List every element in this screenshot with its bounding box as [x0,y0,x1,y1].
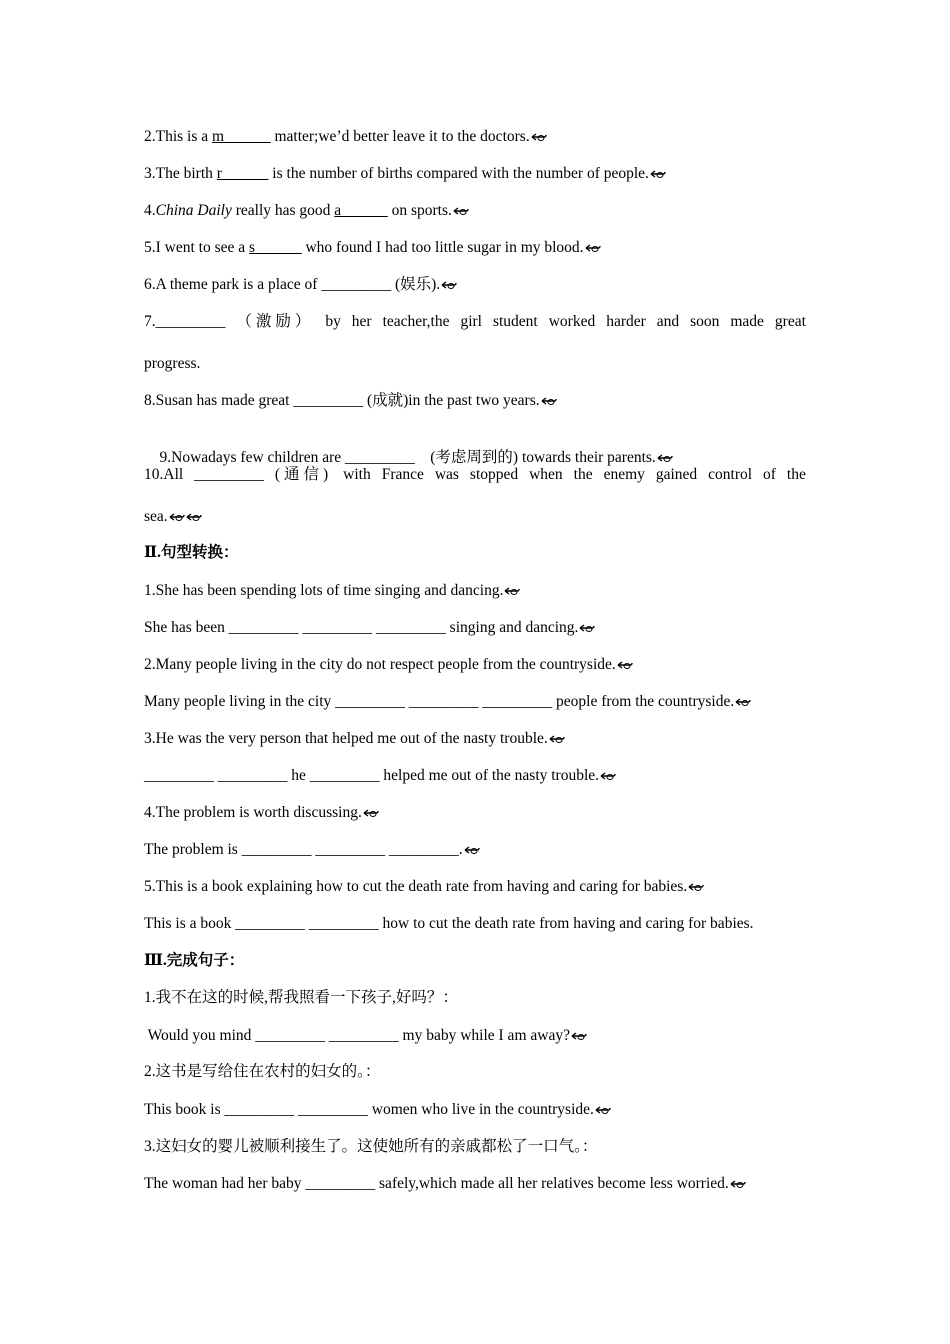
q7-word: student [492,313,538,330]
sentence-text: 2.这书是写给住在农村的妇女的。： [144,1063,381,1080]
q10-word: France [381,466,424,483]
paragraph-return-icon [186,512,202,522]
paragraph-return-icon [363,808,379,818]
part2-item4-original [144,803,806,823]
part3-item1-chinese [144,988,806,1008]
part3-item2-chinese [144,1062,806,1082]
paragraph-return-icon [549,734,565,744]
q7-word: by [325,313,341,330]
paragraph-return-icon [453,206,469,216]
q2-text-end: matter;we’d better leave it to the doctors. [270,128,530,145]
part1-q5 [144,238,806,258]
q7-word: soon [690,313,720,330]
sentence-text: 4.The problem is worth discussing. [144,804,362,821]
q7-word: girl [460,313,482,330]
part1-q4 [144,201,806,221]
sentence-text: 2.Many people living in the city do not respect people from the countryside. [144,656,616,673]
sentence-text: The woman had her baby _________ safely,which made all her relatives become less worried. [144,1175,729,1192]
q10-word: 10.All [144,466,184,483]
q3-text: 3.The birth [144,165,217,182]
q10-word: _________ [194,466,264,483]
part3-item2-english [144,1100,806,1120]
paragraph-return-icon [600,771,616,781]
q7-word: made [730,313,764,330]
part1-q8 [144,391,806,411]
part2-item1-original [144,581,806,601]
paragraph-return-icon [650,169,666,179]
paragraph-return-icon [464,845,480,855]
part3-item3-english [144,1174,806,1194]
q10-word: stopped [469,466,519,483]
paragraph-return-icon [169,512,185,522]
q5-blank[interactable]: s______ [249,239,302,256]
q7-word: 7._________ [144,313,226,330]
paragraph-return-icon [504,586,520,596]
q9-text: 9.Nowadays few children are _________ (考虑周到的) towards their parents. [159,449,656,466]
q7-text-end: progress. [144,355,201,372]
q4-italic-title: China Daily [155,202,232,219]
part3-item1-english [144,1026,806,1046]
q7-word: her [351,313,372,330]
q3-blank[interactable]: r______ [216,165,269,182]
q7-word: （激励） [236,313,315,330]
part2-item1-rewrite [144,618,806,638]
paragraph-return-icon [531,132,547,142]
q10-text-end: sea. [144,508,168,525]
q4-text: really has good [231,202,335,219]
q7-word: worked [548,313,596,330]
part1-q10-line1 [144,465,806,485]
sentence-text: Would you mind _________ _________ my baby while I am away? [144,1027,570,1044]
paragraph-return-icon [441,280,457,290]
q5-text-end: who found I had too little sugar in my blood. [301,239,584,256]
part3-heading: Ⅲ.完成句子： [144,952,245,969]
q10-word: gained [655,466,698,483]
paragraph-return-icon [541,396,557,406]
q4-blank[interactable]: a______ [334,202,388,219]
q7-word: harder [606,313,646,330]
q7-word: great [774,313,806,330]
paragraph-return-icon [585,243,601,253]
part2-heading: Ⅱ.句型转换： [144,544,239,561]
q10-word: control [708,466,753,483]
part1-q2 [144,127,806,147]
sentence-text: 1.我不在这的时候,帮我照看一下孩子,好吗？： [144,989,458,1006]
part3-item3-chinese [144,1137,806,1157]
q10-word: when [529,466,563,483]
paragraph-return-icon [735,697,751,707]
sentence-text: She has been _________ _________ _________ singing and dancing. [144,619,579,636]
sentence-text: This is a book _________ _________ how to cut the death rate from having and caring for babies. [144,915,754,932]
q6-text: 6.A theme park is a place of _________ (娱乐). [144,276,441,293]
q10-word: the [786,466,806,483]
q10-word: of [763,466,776,483]
part2-item3-original [144,729,806,749]
q10-word: (通信) [274,466,333,483]
sentence-text: Many people living in the city _________ _________ _________ people from the countryside. [144,693,735,710]
q7-word: teacher,the [382,313,450,330]
q2-text: 2.This is a [144,128,213,145]
q4-number: 4. [144,202,156,219]
q2-blank[interactable]: m______ [212,128,271,145]
sentence-text: 1.She has been spending lots of time singing and dancing. [144,582,504,599]
sentence-text: _________ _________ he _________ helped me out of the nasty trouble. [144,767,600,784]
paragraph-return-icon [688,882,704,892]
part2-item5-original [144,877,806,897]
q4-text-end: on sports. [387,202,452,219]
part1-q6 [144,275,806,295]
paragraph-return-icon [571,1031,587,1041]
paragraph-return-icon [730,1179,746,1189]
q10-word: was [434,466,459,483]
q5-text: 5.I went to see a [144,239,250,256]
part1-q7-line2 [144,354,806,374]
q10-word: with [343,466,371,483]
sentence-text: The problem is _________ _________ _________. [144,841,463,858]
q7-word: and [656,313,680,330]
part1-q10-line2 [144,507,806,527]
part1-q3 [144,164,806,184]
paragraph-return-icon [595,1105,611,1115]
part1-q7-line1 [144,312,806,332]
sentence-text: 3.He was the very person that helped me out of the nasty trouble. [144,730,548,747]
sentence-text: This book is _________ _________ women who live in the countryside. [144,1101,594,1118]
paragraph-return-icon [617,660,633,670]
q10-word: the [573,466,593,483]
part2-item2-rewrite [144,692,806,712]
q8-text: 8.Susan has made great _________ (成就)in the past two years. [144,392,540,409]
paragraph-return-icon [657,453,673,463]
q3-text-end: is the number of births compared with the number of people. [268,165,649,182]
sentence-text: 3.这妇女的婴儿被顺利接生了。这使她所有的亲戚都松了一口气。： [144,1138,598,1155]
part2-item3-rewrite [144,766,806,786]
sentence-text: 5.This is a book explaining how to cut the death rate from having and caring for babies. [144,878,688,895]
q10-word: enemy [603,466,645,483]
part2-item2-original [144,655,806,675]
part2-item4-rewrite [144,840,806,860]
part2-item5-rewrite [144,914,806,934]
paragraph-return-icon [579,623,595,633]
